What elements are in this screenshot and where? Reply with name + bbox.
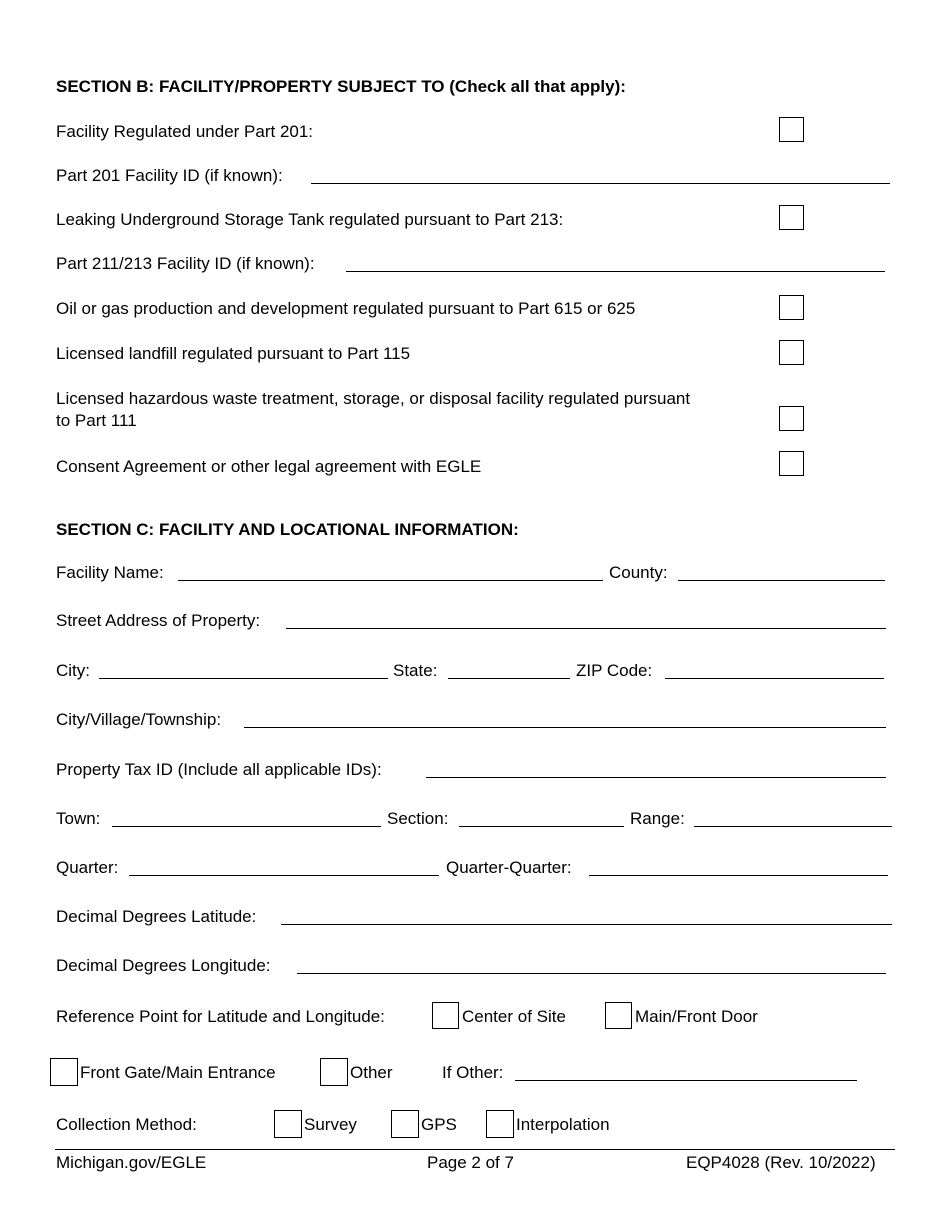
main-front-door-label: Main/Front Door [635,1007,758,1026]
facility-name-label: Facility Name: [56,563,164,582]
gps-label: GPS [421,1115,457,1134]
lon-field[interactable] [297,973,886,974]
facility-name-field[interactable] [178,580,603,581]
hazwaste-label: Licensed hazardous waste treatment, storage, or disposal facility regulated pursuant to Part 111 [56,389,691,430]
footer-page-number: Page 2 of 7 [427,1153,514,1172]
front-gate-label: Front Gate/Main Entrance [80,1063,276,1082]
street-label: Street Address of Property: [56,611,261,630]
interpolation-label: Interpolation [516,1115,610,1134]
survey-label: Survey [304,1115,357,1134]
tax-id-label: Property Tax ID (Include all applicable IDs): [56,760,382,779]
street-field[interactable] [286,628,886,629]
county-field[interactable] [678,580,885,581]
zip-label: ZIP Code: [576,661,653,680]
section-field[interactable] [459,826,624,827]
county-label: County: [609,563,668,582]
qq-label: Quarter-Quarter: [446,858,572,877]
footer-form-number: EQP4028 (Rev. 10/2022) [686,1153,876,1172]
part213-checkbox[interactable] [779,205,804,230]
lat-label: Decimal Degrees Latitude: [56,907,257,926]
town-label: Town: [56,809,101,828]
collection-method-label: Collection Method: [56,1115,197,1134]
quarter-field[interactable] [129,875,439,876]
oil-gas-label: Oil or gas production and development regulated pursuant to Part 615 or 625 [56,299,636,318]
cvt-field[interactable] [244,727,886,728]
town-field[interactable] [112,826,381,827]
part201-label: Facility Regulated under Part 201: [56,122,314,141]
city-label: City: [56,661,90,680]
qq-field[interactable] [589,875,888,876]
lon-label: Decimal Degrees Longitude: [56,956,271,975]
range-label: Range: [630,809,685,828]
part211-id-label: Part 211/213 Facility ID (if known): [56,254,315,273]
tax-id-field[interactable] [426,777,886,778]
ref-point-label: Reference Point for Latitude and Longitude: [56,1007,385,1026]
hazwaste-checkbox[interactable] [779,406,804,431]
range-field[interactable] [694,826,892,827]
footer-website: Michigan.gov/EGLE [56,1153,207,1172]
main-front-door-checkbox[interactable] [605,1002,632,1029]
footer-rule [55,1149,895,1150]
part211-id-field[interactable] [346,271,885,272]
front-gate-checkbox[interactable] [50,1058,78,1086]
part201-id-field[interactable] [311,183,890,184]
center-of-site-checkbox[interactable] [432,1002,459,1029]
part201-checkbox[interactable] [779,117,804,142]
section-c-heading: SECTION C: FACILITY AND LOCATIONAL INFORMATION: [56,520,519,539]
zip-field[interactable] [665,678,884,679]
center-of-site-label: Center of Site [462,1007,566,1026]
part201-id-label: Part 201 Facility ID (if known): [56,166,283,185]
interpolation-checkbox[interactable] [486,1110,514,1138]
consent-label: Consent Agreement or other legal agreement with EGLE [56,457,482,476]
if-other-label: If Other: [442,1063,504,1082]
other-label: Other [350,1063,393,1082]
landfill-checkbox[interactable] [779,340,804,365]
section-label: Section: [387,809,449,828]
lat-field[interactable] [281,924,892,925]
part213-label: Leaking Underground Storage Tank regulated pursuant to Part 213: [56,210,564,229]
survey-checkbox[interactable] [274,1110,302,1138]
consent-checkbox[interactable] [779,451,804,476]
oil-gas-checkbox[interactable] [779,295,804,320]
state-label: State: [393,661,438,680]
state-field[interactable] [448,678,570,679]
other-checkbox[interactable] [320,1058,348,1086]
section-b-heading: SECTION B: FACILITY/PROPERTY SUBJECT TO (Check all that apply): [56,77,626,96]
cvt-label: City/Village/Township: [56,710,222,729]
quarter-label: Quarter: [56,858,119,877]
if-other-field[interactable] [515,1080,857,1081]
city-field[interactable] [99,678,388,679]
landfill-label: Licensed landfill regulated pursuant to Part 115 [56,344,411,363]
gps-checkbox[interactable] [391,1110,419,1138]
